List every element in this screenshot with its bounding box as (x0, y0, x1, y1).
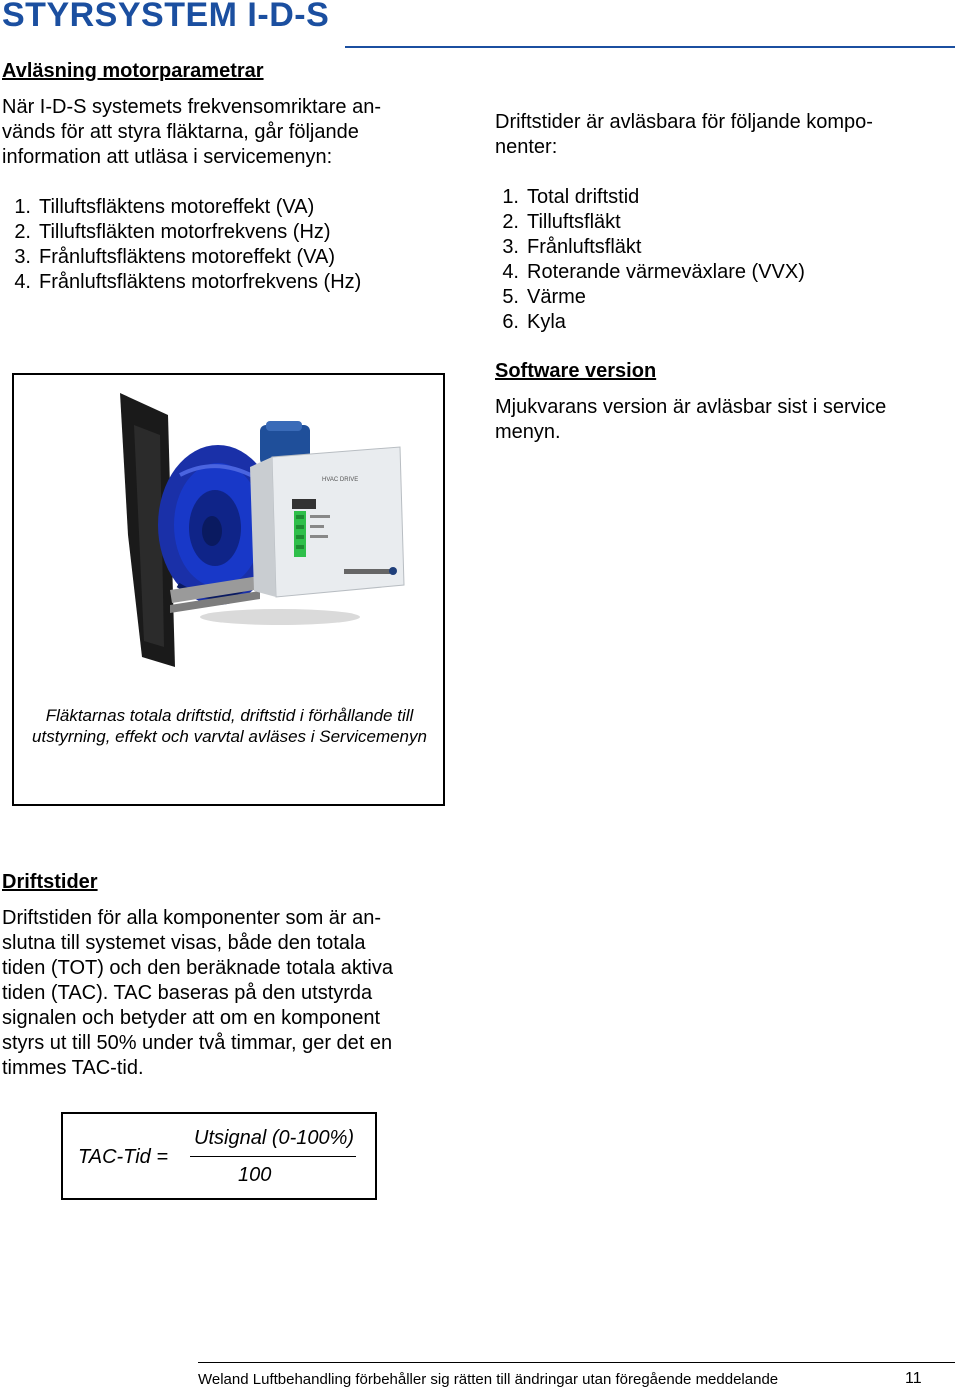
list-text: Frånluftsfläktens motoreffekt (VA) (39, 246, 336, 268)
list-number: 4. (502, 261, 519, 283)
software-version-paragraph (495, 395, 925, 445)
fraction-bar (190, 1156, 356, 1157)
paragraph-line: nenter: (495, 136, 558, 158)
drive-box (272, 447, 404, 597)
section-heading-software-version: Software version (495, 360, 657, 382)
list-text: Roterande värmeväxlare (VVX) (527, 261, 805, 283)
motor-parameters-paragraph (2, 95, 431, 170)
formula-lhs: TAC-Tid = (78, 1146, 169, 1168)
components-list (497, 185, 805, 335)
list-number: 1. (502, 186, 519, 208)
list-text: Tilluftsfläktens motoreffekt (VA) (39, 196, 315, 218)
paragraph-line: När I-D-S systemets frekvensomriktare an- (2, 96, 381, 118)
list-number: 4. (14, 271, 31, 293)
list-item (2, 220, 361, 245)
paragraph-line: styrs ut till 50% under två timmar, ger det en (2, 1032, 393, 1054)
list-number: 1. (14, 196, 31, 218)
paragraph-line: tiden (TOT) och den beräknade totala aktiva (2, 957, 393, 979)
formula-denominator: 100 (238, 1164, 272, 1186)
fan-drive-photo (100, 385, 430, 675)
paragraph-line: vänds för att styra fläktarna, går följande (2, 121, 359, 143)
list-item (2, 195, 361, 220)
list-text: Tilluftsfläkten motorfrekvens (Hz) (39, 221, 331, 243)
header-rule (345, 46, 955, 48)
device-label: HVAC DRIVE (322, 477, 359, 483)
list-item (497, 260, 805, 285)
list-item (497, 210, 805, 235)
paragraph-line: Driftstiden för alla komponenter som är an- (2, 907, 382, 929)
figure-caption: Fläktarnas totala driftstid, driftstid i förhållande till utstyrning, effekt och varvtal avläses i Servicemenyn (32, 706, 427, 746)
list-text: Tilluftsfläkt (527, 211, 621, 233)
list-number: 5. (502, 286, 519, 308)
page-number: 11 (905, 1370, 922, 1387)
paragraph-line: signalen och betyder att om en komponent (2, 1007, 381, 1029)
list-item (2, 270, 361, 295)
paragraph-line: Driftstider är avläsbara för följande kompo- (495, 111, 873, 133)
list-number: 3. (14, 246, 31, 268)
section-heading-motor-parameters: Avläsning motorparametrar (2, 60, 264, 82)
list-number: 3. (502, 236, 519, 258)
list-text: Frånluftsfläktens motorfrekvens (Hz) (39, 271, 362, 293)
operating-times-intro (495, 110, 925, 160)
operating-times-paragraph (2, 906, 431, 1081)
list-number: 2. (14, 221, 31, 243)
paragraph-line: Mjukvarans version är avläsbar sist i service (495, 396, 887, 418)
motor-parameters-list (2, 195, 361, 295)
list-item (2, 245, 361, 270)
list-text: Total driftstid (527, 186, 640, 208)
section-heading-operating-times: Driftstider (2, 871, 98, 893)
paragraph-line: timmes TAC-tid. (2, 1057, 144, 1079)
footer-disclaimer: Weland Luftbehandling förbehåller sig rätten till ändringar utan föregående meddelande (198, 1371, 779, 1388)
list-text: Kyla (527, 311, 566, 333)
list-text: Värme (527, 286, 586, 308)
footer-rule (198, 1362, 955, 1363)
formula-numerator: Utsignal (0-100%) (194, 1127, 355, 1149)
paragraph-line: slutna till systemet visas, både den totala (2, 932, 366, 954)
list-item (497, 235, 805, 260)
list-item (497, 285, 805, 310)
list-item (497, 185, 805, 210)
list-number: 2. (502, 211, 519, 233)
list-text: Frånluftsfläkt (527, 236, 642, 258)
list-item (497, 310, 805, 335)
page-title: STYRSYSTEM I-D-S (2, 0, 330, 34)
list-number: 6. (502, 311, 519, 333)
paragraph-line: tiden (TAC). TAC baseras på den utstyrda (2, 982, 373, 1004)
paragraph-line: menyn. (495, 421, 561, 443)
paragraph-line: information att utläsa i servicemenyn: (2, 146, 333, 168)
